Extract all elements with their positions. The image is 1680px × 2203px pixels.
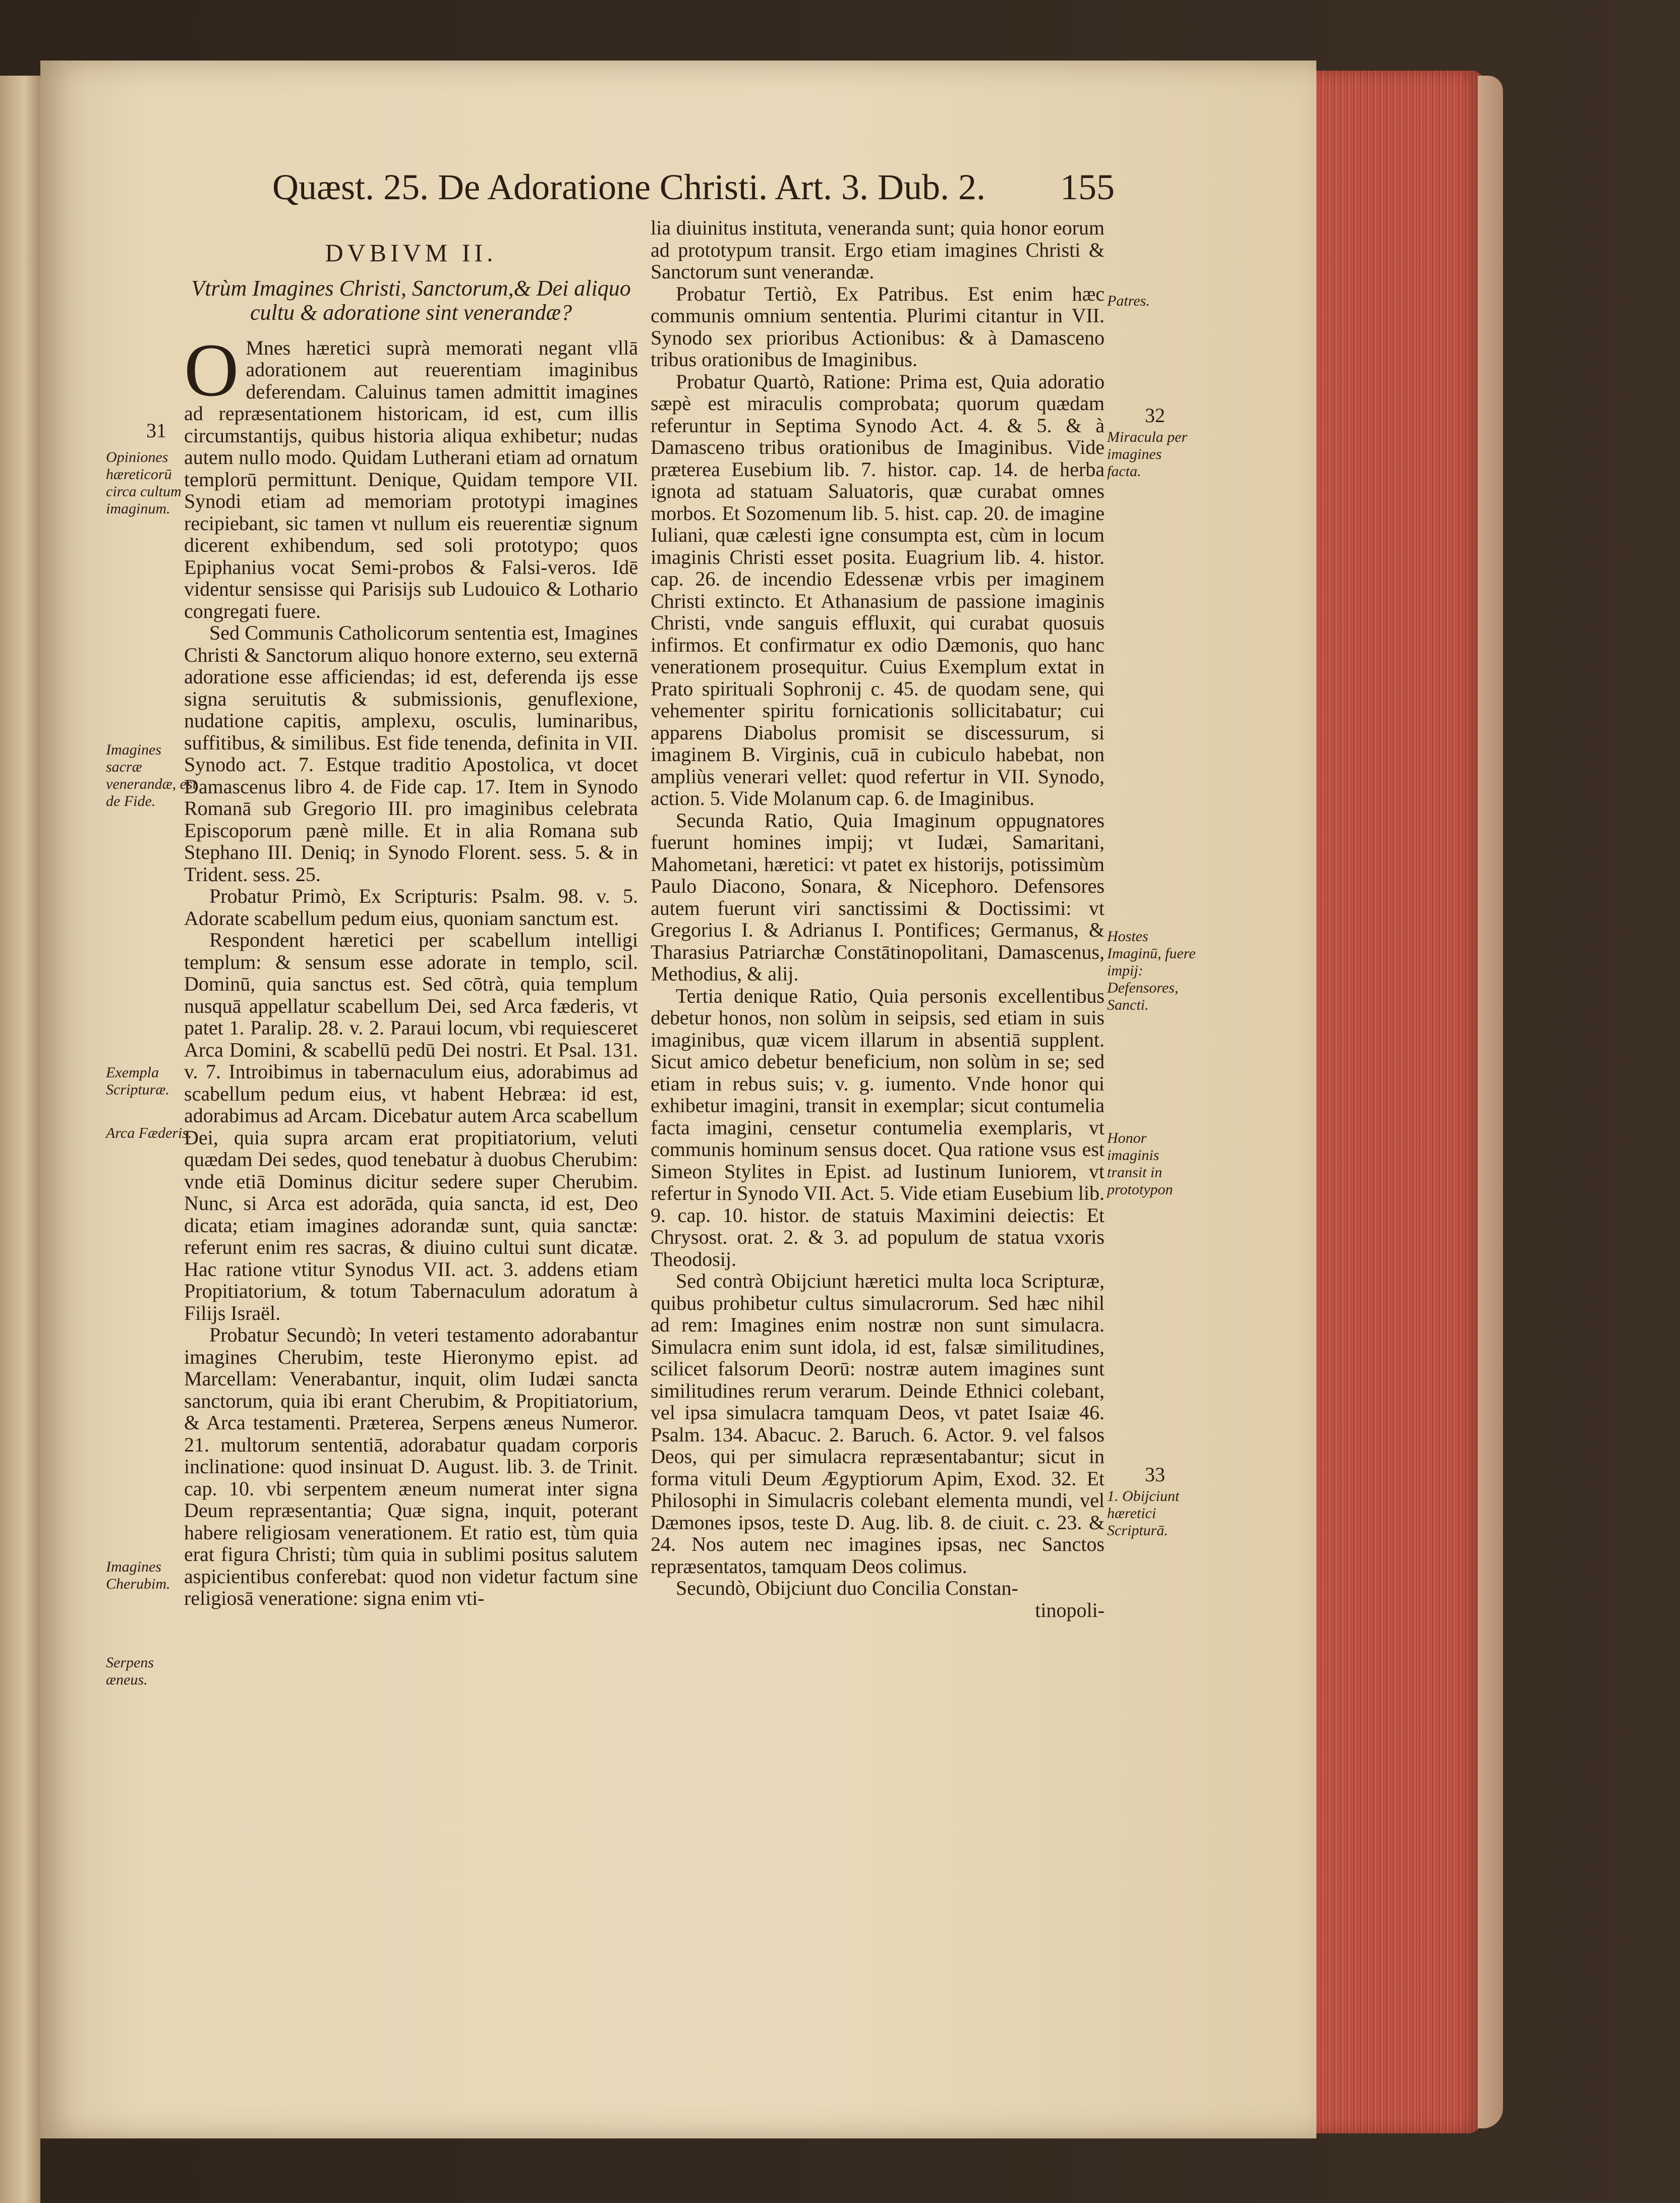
right-text-column [651,217,1105,1621]
paragraph: Probatur Primò, Ex Scripturis: Psalm. 98. v. 5. Adorate scabellum pedum eius, quoniam sanctum est. [184,885,638,930]
margin-note: Opiniones hæreticorū circa cultum imaginum. [106,449,182,517]
paragraph: Secundò, Obijciunt duo Concilia Constan- [676,1577,1018,1599]
margin-note: Arca Fæderis. [106,1125,192,1141]
running-header [272,166,1115,217]
paragraph-text: Mnes hæretici suprà memorati negant vllā adorationem aut reuerentiam imaginibus deferendam. Caluinus tamen admittit imagines ad repræsentationem historicam, id est, cum illis circumstantijs, quibus historia aliqua exhibetur; nudas autem nullo modo. Quidam Lutherani etiam ad ornatum templorū permittunt. Denique, Quidam tempore VII. Synodi etiam ad memoriam prototypi imagines recipiebant, sic tamen vt nullum eis reuerentiæ signum dicerent exhibendum, sed soli prototypo; quos Epiphanius vocat Semi-probos & Falsi-veros. Idē videntur sensisse qui Parisijs sub Ludouico & Lothario congregati fuere. [184,336,638,622]
left-text-column [184,239,638,1609]
page-number: 155 [1060,167,1115,207]
margin-note: Miracula per imagines facta. [1107,429,1188,480]
margin-number: 33 [1145,1463,1165,1486]
paragraph: Probatur Secundò; In veteri testamento adorabantur imagines Cherubim, teste Hieronymo epist. ad Marcellam: Venerabantur, inquit, olim Iudæi sancta sanctorum, quia ibi erant Cherubim, & Propitiatorium, & Arca testamenti. Præterea, Serpens æneus Numeror. 21. multorum sententiā, adorabatur quadam corporis inclinatione: quod insinuat D. August. lib. 3. de Trinit. cap. 10. vbi serpentem æneum numerat inter signa Deum repræsentantia; Quæ signa, inquit, poterant habere religiosam venerationem. Et ratio est, tùm quia erat figura Christi; tùm quia in sublimi positus salutem aspicientibus conferebat: quod non videtur factum sine religiosā veneratione: signa enim vti- [184,1323,638,1609]
book-red-page-edges [1311,71,1483,2133]
paragraph [184,328,638,622]
catchword-line: tinopoli- [1035,1598,1105,1621]
paragraph: Respondent hæretici per scabellum intelligi templum: & sensum esse adorate in templo, scil. Dominū, quia sanctus est. Sed cōtrà, quia templum nusquā appellatur scabellum Dei, sed Arca fæderis, vt patet 1. Paralip. 28. v. 2. Paraui locum, vbi requiesceret Arca Domini, & scabellū pedū Dei nostri. Et Psal. 131. v. 7. Introibimus in tabernaculum eius, adorabimus ad scabellum pedum eius, vt habent Hebræa: id est, adorabimus ad Arcam. Dicebatur autem Arca scabellum Dei, quia supra arcam erat propitiatorium, veluti quædam Dei sedes, quod tenebatur à duobus Cherubim: vnde etiā Dominus dicitur sedere super Cherubim. Nunc, si Arca est adorāda, quia sancta, id est, Deo dicata; etiam imagines adorandæ sunt, quia sanctæ: referunt enim res sacras, & diuino cultui sunt dicatæ. Hac ratione vtitur Synodus VII. act. 3. addens etiam Propitiatorium, & totum Tabernaculum adoratum à Filijs Israël. [184,929,638,1324]
drop-capital: O [184,328,239,412]
paragraph: Probatur Tertiò, Ex Patribus. Est enim hæc communis omnium sententia. Plurimi citantur in VII. Synodo sex prioribus Actionibus: & à Damasceno tribus orationibus de Imaginibus. [651,282,1105,371]
margin-note: Serpens æneus. [106,1654,154,1688]
margin-note: Patres. [1107,293,1150,309]
margin-number: 32 [1145,404,1165,427]
section-heading: DVBIVM II. [325,239,497,267]
margin-note: Exempla Scripturæ. [106,1064,169,1098]
paragraph: Tertia denique Ratio, Quia personis excellentibus debetur honos, non solùm in seipsis, sed etiam in suis imaginibus, quæ vicem illarum in absentiā supplent. Sicut amico debetur beneficium, non solùm in se; sed etiam in rebus suis; v. g. iumento. Vnde honor qui exhibetur imagini, transit in exemplar; sicut contumelia facta imagini, censetur contumelia exemplaris, vt communis hominum sensus docet. Qua ratione vsus est Simeon Stylites in Epist. ad Iustinum Iuniorem, vt refertur in Synodo VII. Act. 5. Vide etiam Eusebium lib. 9. cap. 10. histor. de statuis Maximini deiectis: Et Chrysost. orat. 2. & 3. ad populum de statua vxoris Theodosij. [651,984,1105,1270]
margin-note: 1. Obijciunt hæretici Scripturā. [1107,1488,1180,1539]
margin-note: Imagines sacræ venerandæ, est de Fide. [106,741,197,809]
header-title: Quæst. 25. De Adoratione Christi. Art. 3. Dub. 2. [272,167,986,207]
section-title: Vtrùm Imagines Christi, Sanctorum,& Dei aliquo cultu & adoratione sint venerandæ? [191,275,631,325]
paragraph: Sed Communis Catholicorum sententia est, Imagines Christi & Sanctorum aliquo honore externo, seu externā adoratione esse afficiendas; id est, deferenda ijs esse signa seruitutis & submissionis, genuflexione, nudatione capitis, amplexu, osculis, luminaribus, suffitibus, & similibus. Est fide tenenda, definita in VII. Synodo act. 7. Estque traditio Apostolica, vt docet Damascenus libro 4. de Fide cap. 17. Item in Synodo Romanā sub Gregorio III. pro imaginibus celebrata Episcoporum pænè mille. Et in alia Romana sub Stephano III. Deniq; in Synodo Florent. sess. 5. & in Trident. sess. 25. [184,621,638,886]
paragraph: Sed contrà Obijciunt hæretici multa loca Scripturæ, quibus prohibetur cultus simulacrorum. Sed hæc nihil ad rem: Imagines enim nostræ non sunt simulacra. Simulacra enim sunt idola, id est, falsæ similitudines, scilicet falsorum Deorū: nostræ autem imagines sunt similitudines rerum verarum. Deinde Ethnici colebant, vel ipsa simulacra tamquam Deos, vt patet Isaiæ 46. Psalm. 134. Abacuc. 2. Baruch. 6. Actor. 9. vel falsos Deos, qui per simulacra repræsentabantur; sicut in forma vituli Deum Ægyptiorum Apim, Exod. 32. Et Philosophi in Simulacris colebant elementa mundi, vel Dæmones ipsos, teste D. Aug. lib. 8. de ciuit. c. 23. & 24. Nos autem nec imagines ipsas, nec Sanctos repræsentatos, tamquam Deos colimus. [651,1269,1105,1578]
paragraph: Probatur Quartò, Ratione: Prima est, Quia adoratio sæpè est miraculis comprobata; quorum quædam referuntur in Septima Synodo Act. 4. & 5. & à Damasceno tribus orationibus de Imaginibus. Vide præterea Eusebium lib. 7. histor. cap. 14. de herba ignota ad statuam Saluatoris, quæ curabat omnes morbos. Et Sozomenum lib. 5. hist. cap. 20. de imagine Iuliani, quæ cælesti igne consumpta est, cùm in locum imaginis Christi esset posita. Euagrium lib. 4. histor. cap. 26. de incendio Edessenæ vrbis per imaginem Christi extincto. Et Athanasium de passione imaginis Christi, vnde sanguis effluxit, qui curabat quosuis infirmos. Et confirmatur ex odio Dæmonis, quo hanc venerationem prosequitur. Cuius Exemplum extat in Prato spirituali Sophronij c. 45. de quodam sene, qui vehementer spiritu fornicationis sollicitabatur; cui apparens Diabolus promisit se discessurum, si imaginem B. Virginis, cuā in cubiculo habebat, non ampliùs venerari vellet: quod refertur in VII. Synodo, action. 5. Vide Molanum cap. 6. de Imaginibus. [651,370,1105,809]
facing-page-edge [0,76,40,2203]
paragraph: Secunda Ratio, Quia Imaginum oppugnatores fuerunt homines impij; vt Iudæi, Samaritani, Mahometani, hæretici: vt patet ex historijs, potissimùm Paulo Diacono, Sonara, & Nicephoro. Defensores autem fuerunt viri sanctissimi & Doctissimi: vt Gregorius I. & Adrianus I. Pontifices; Germanus, & Tharasius Patriarchæ Constātinopolitani, Damascenus, Methodius, & alij. [651,808,1105,985]
margin-note: Imagines Cherubim. [106,1558,170,1592]
paragraph: lia diuinitus instituta, veneranda sunt; quia honor eorum ad prototypum transit. Ergo etiam imagines Christi & Sanctorum sunt venerandæ. [651,216,1105,283]
margin-note: Hostes Imaginū, fuere impij: Defensores, Sancti. [1107,928,1196,1013]
margin-number: 31 [146,419,166,442]
margin-note: Honor imaginis transit in prototypon [1107,1130,1173,1198]
